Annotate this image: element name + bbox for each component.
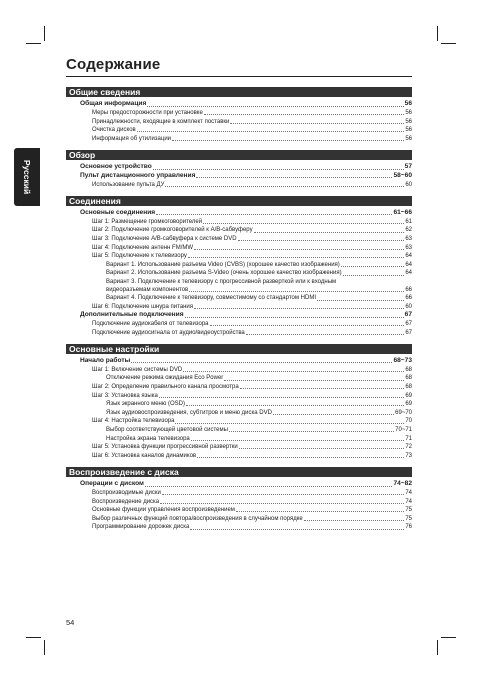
dot-leader [196, 176, 392, 178]
toc-entry[interactable] [66, 278, 412, 294]
toc-entry[interactable] [66, 100, 412, 109]
toc-entry-label: Использование пульта ДУ [92, 181, 165, 188]
toc-entry-label: Пульт дистанционного управления [80, 171, 196, 179]
toc-entry-page: 66 [405, 295, 412, 302]
toc-section [66, 344, 412, 460]
toc-entry-label: Вариант 1. Использование разъема Video (CVBS) (хорошее качество изображения) [106, 261, 340, 268]
toc-entry-page: 60 [405, 303, 412, 310]
dot-leader [165, 185, 404, 187]
toc-entry-page: 58~60 [393, 171, 412, 179]
toc-entry-label: Отключение режима ожидания Eco Power [106, 375, 224, 382]
dot-leader [172, 139, 404, 141]
toc-entry-label: Выбор соответствующей цветовой системы [106, 427, 228, 434]
dot-leader [183, 370, 404, 372]
side-tab-label: Русский [22, 159, 32, 195]
page-title: Содержание [66, 56, 161, 73]
dot-leader [343, 274, 405, 276]
toc-entry-page: 63 [405, 244, 412, 251]
toc-section [66, 87, 412, 143]
toc-entry-page: 68 [405, 366, 412, 373]
title-rule [66, 76, 412, 77]
toc-entry-label: Шаг 2: Подключение громкоговорителей к A/B-сабвуферу [92, 227, 253, 234]
dot-leader [145, 485, 393, 487]
dot-leader [160, 502, 404, 504]
crop-mark [437, 26, 438, 41]
crop-mark [44, 26, 45, 41]
toc-entry-label: Программирование дорожек диска [92, 524, 190, 531]
toc-entry-label: Шаг 3: Подключение A/B-сабвуфера к системе DVD [92, 235, 237, 242]
toc-entry-label: Воспроизводимые диски [92, 489, 161, 496]
toc-entry[interactable] [66, 328, 412, 337]
toc-entry-label: Шаг 4: Подключение антенн FM/MW [92, 244, 194, 251]
toc-entry-page: 67 [405, 321, 412, 328]
toc-entry-page: 71 [405, 435, 412, 442]
toc-entry-page: 70~71 [395, 427, 412, 434]
toc-entry-label: Язык аудиовоспроизведения, субтитров и меню диска DVD [106, 409, 272, 416]
toc-entry[interactable] [66, 400, 412, 409]
toc-entry-label: Принадлежности, входящие в комплект поставки [92, 118, 230, 125]
toc-entry-page: 60 [405, 181, 412, 188]
toc-entry[interactable] [66, 117, 412, 126]
toc-entry-page: 67 [405, 329, 412, 336]
section-heading: Основные настройки [66, 344, 412, 354]
toc-entry-page: 73 [405, 452, 412, 459]
toc-entry[interactable] [66, 514, 412, 523]
dot-leader [188, 256, 404, 258]
toc-entry-label: Воспроизведение диска [92, 498, 160, 505]
dot-leader [317, 299, 404, 301]
toc-entry[interactable] [66, 374, 412, 383]
toc-entry-label: Подключение аудиосигнала от аудио/видеоустройства [92, 329, 245, 336]
toc-entry-label: Очистка дисков [92, 127, 136, 134]
dot-leader [197, 456, 404, 458]
toc-entry-page: 56 [404, 100, 412, 108]
dot-leader [304, 519, 405, 521]
dot-leader [194, 248, 404, 250]
section-heading: Соединения [66, 196, 412, 206]
dot-leader [341, 265, 405, 267]
toc-entry-label: Вариант 3. Подключение к телевизору с прогрессивной разверткой или к входным [106, 278, 337, 285]
dot-leader [153, 168, 404, 170]
toc-entry-page: 69 [405, 392, 412, 399]
toc-entry-label: Настройка экрана телевизора [106, 435, 190, 442]
toc-entry-label: Информация об утилизации [92, 135, 172, 142]
toc-entry-label: Начало работы [80, 357, 131, 365]
toc-entry[interactable] [66, 451, 412, 460]
toc-entry[interactable] [66, 226, 412, 235]
toc-entry-label: Шаг 3: Установка языка [92, 392, 158, 399]
toc-entry-label: Операции с диском [80, 480, 144, 488]
dot-leader [246, 333, 405, 335]
dot-leader [229, 430, 394, 432]
dot-leader [203, 222, 404, 224]
toc-entry-page: 68~73 [393, 357, 412, 365]
toc-entry[interactable] [66, 426, 412, 435]
toc-entry[interactable] [66, 443, 412, 452]
toc-entry-page: 56 [405, 127, 412, 134]
dot-leader [131, 361, 392, 363]
crop-mark [26, 43, 41, 44]
dot-leader [137, 130, 405, 132]
toc-entry-label: Подключение аудиокабеля от телевизора [92, 321, 209, 328]
dot-leader [204, 113, 404, 115]
crop-mark [441, 637, 456, 638]
toc-entry-page: 64 [405, 253, 412, 260]
toc-section [66, 467, 412, 532]
toc-entry-page: 72 [405, 444, 412, 451]
toc-entry-label: Шаг 5: Подключение к телевизору [92, 253, 187, 260]
toc-entry[interactable] [66, 294, 412, 303]
toc-entry[interactable] [66, 391, 412, 400]
section-heading: Обзор [66, 150, 412, 160]
toc-entry-label: Основное устройство [80, 163, 152, 171]
toc-entry-page: 64 [405, 261, 412, 268]
toc-entry-page: 63 [405, 235, 412, 242]
toc-entry[interactable] [66, 434, 412, 443]
dot-leader [190, 528, 404, 530]
toc-entry-label: Язык экранного меню (OSD) [106, 401, 186, 408]
toc-entry-page: 68 [405, 384, 412, 391]
dot-leader [186, 404, 404, 406]
toc-entry-page: 62 [405, 227, 412, 234]
toc-entry[interactable] [66, 109, 412, 118]
dot-leader [238, 239, 405, 241]
toc-entry-page: 69~70 [395, 409, 412, 416]
toc-entry-label: Основные функции управления воспроизведением [92, 507, 235, 514]
toc-entry-page: 74~82 [393, 480, 412, 488]
page-number: 54 [66, 618, 75, 627]
toc-entry-page: 67 [404, 311, 412, 319]
dot-leader [273, 413, 394, 415]
toc-entry[interactable] [66, 303, 412, 312]
toc-entry[interactable] [66, 126, 412, 135]
toc-entry[interactable] [66, 180, 412, 189]
toc-entry[interactable] [66, 383, 412, 392]
toc-entry[interactable] [66, 243, 412, 252]
toc-entry-label: Меры предосторожности при установке [92, 109, 203, 116]
toc-entry[interactable] [66, 269, 412, 278]
dot-leader [240, 387, 405, 389]
dot-leader [239, 447, 405, 449]
toc-entry-label: Шаг 6: Подключение шнура питания [92, 303, 194, 310]
crop-mark [44, 640, 45, 655]
toc-entry[interactable] [66, 311, 412, 320]
toc-entry-page: 76 [405, 524, 412, 531]
dot-leader [194, 307, 404, 309]
toc-entry-page: 66 [405, 286, 412, 293]
dot-leader [210, 324, 405, 326]
toc-entry-label: Общая информация [80, 100, 147, 108]
toc-entry[interactable] [66, 134, 412, 143]
toc-entry-page: 61~66 [393, 209, 412, 217]
toc-entry-continuation [106, 286, 412, 294]
toc-entry[interactable] [66, 209, 412, 218]
crop-mark [26, 637, 41, 638]
dot-leader [189, 290, 404, 292]
toc-entry[interactable] [66, 172, 412, 181]
toc-section [66, 150, 412, 189]
toc-entry[interactable] [66, 523, 412, 532]
dot-leader [162, 493, 405, 495]
toc-entry-page: 69 [405, 401, 412, 408]
toc-entry[interactable] [66, 408, 412, 417]
toc-entry[interactable] [66, 357, 412, 366]
toc-entry-page: 57 [404, 163, 412, 171]
dot-leader [185, 316, 404, 318]
table-of-contents [66, 86, 412, 532]
toc-entry[interactable] [66, 417, 412, 426]
toc-entry-page: 75 [405, 515, 412, 522]
toc-entry[interactable] [66, 365, 412, 374]
crop-mark [437, 640, 438, 655]
toc-entry-label: Шаг 6: Установка каналов динамиков [92, 452, 197, 459]
toc-entry-label: Выбор различных функций повтора/воспроизведения в случайном порядке [92, 515, 303, 522]
toc-entry-label: Основные соединения [80, 209, 156, 217]
language-side-tab [14, 148, 40, 206]
dot-leader [224, 379, 404, 381]
section-heading: Общие сведения [66, 87, 412, 97]
toc-entry[interactable] [66, 489, 412, 498]
toc-entry-label: Вариант 2. Использование разъема S-Video (очень хорошее качество изображения) [106, 270, 342, 277]
toc-entry-page: 74 [405, 498, 412, 505]
toc-entry-label: Дополнительные подключения [80, 311, 184, 319]
toc-entry[interactable] [66, 480, 412, 489]
toc-entry-page: 56 [405, 135, 412, 142]
toc-entry-label: Шаг 1: Размещение громкоговорителей [92, 218, 203, 225]
dot-leader [236, 510, 404, 512]
toc-entry-page: 75 [405, 507, 412, 514]
toc-entry[interactable] [66, 235, 412, 244]
toc-entry-page: 68 [405, 375, 412, 382]
crop-mark [441, 43, 456, 44]
toc-entry[interactable] [66, 252, 412, 261]
toc-entry-label: Шаг 1: Включение системы DVD [92, 366, 183, 373]
dot-leader [156, 213, 392, 215]
section-heading: Воспроизведение с диска [66, 467, 412, 477]
toc-entry-label: Шаг 5: Установка функции прогрессивной развертки [92, 444, 238, 451]
toc-entry[interactable] [66, 260, 412, 269]
toc-entry-page: 56 [405, 118, 412, 125]
toc-entry-label: видеоразъемам компонентов [106, 286, 189, 293]
toc-entry-page: 74 [405, 489, 412, 496]
toc-entry-page: 61 [405, 218, 412, 225]
toc-entry-page: 56 [405, 109, 412, 116]
toc-entry-page: 64 [405, 270, 412, 277]
toc-entry[interactable] [66, 163, 412, 172]
dot-leader [175, 422, 404, 424]
toc-entry[interactable] [66, 217, 412, 226]
toc-entry[interactable] [66, 320, 412, 329]
toc-entry[interactable] [66, 497, 412, 506]
toc-entry[interactable] [66, 506, 412, 515]
dot-leader [254, 231, 405, 233]
toc-entry-label: Вариант 4. Подключение к телевизору, совместимому со стандартом HDMI [106, 295, 316, 302]
toc-entry-label: Шаг 2: Определение правильного канала просмотра [92, 384, 239, 391]
toc-entry-page: 70 [405, 418, 412, 425]
dot-leader [230, 122, 404, 124]
dot-leader [191, 439, 405, 441]
toc-entry-label: Шаг 4: Настройка телевизора [92, 418, 175, 425]
dot-leader [159, 396, 405, 398]
toc-section [66, 196, 412, 337]
dot-leader [147, 105, 403, 107]
